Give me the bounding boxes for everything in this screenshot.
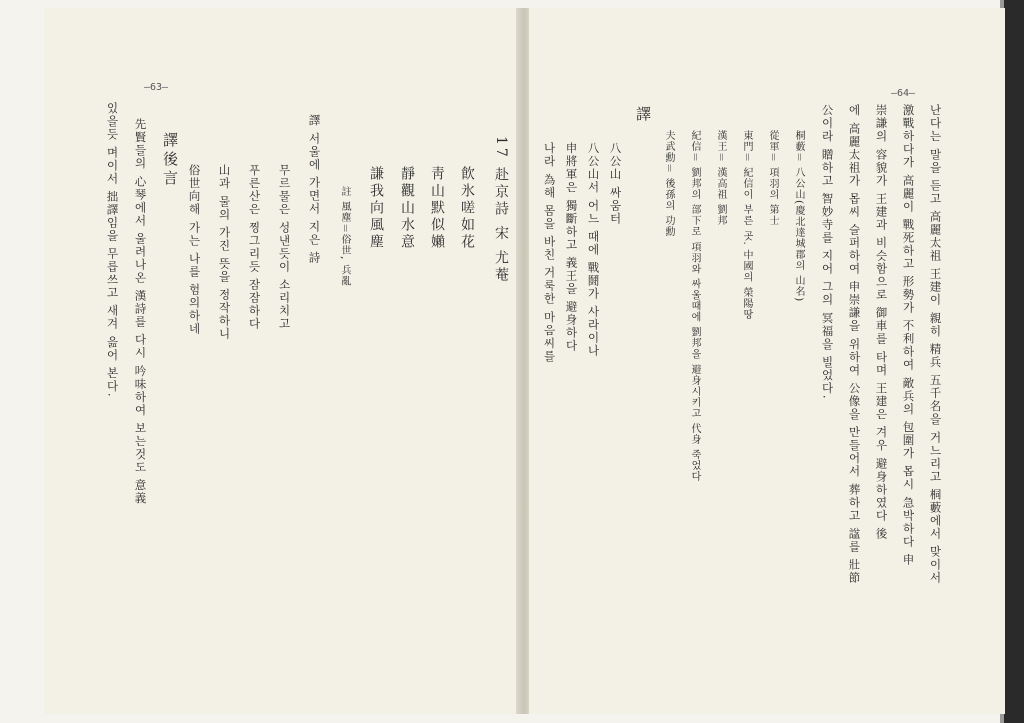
left-col-afterword-1: 先賢들의 心琴에서 울려나온 漢詩를 다시 吟味하여 보는것도 意義 [133, 118, 148, 506]
right-col-translation-4: 나라 為해 몸을 바친 거룩한 마음씨를 [542, 142, 557, 363]
right-col-1: 난다는 말을 듣고 高麗太祖 王建이 親히 精兵 五千名을 거느리고 桐藪에서 맞이서 [928, 104, 943, 585]
left-page [44, 8, 521, 714]
left-col-translation-3: 山과 물의 가진 뜻을 정작하니 [217, 164, 232, 341]
right-col-note-5: 紀信＝ 劉邦의 部下로 項羽와 싸울때에 劉邦을 避身시키고 代身 죽었다 [689, 130, 700, 483]
left-col-poem-2: 靑山默似嬾 [429, 166, 445, 251]
right-col-translation-3: 申將軍은 獨斷하고 義王을 避身하다 [564, 142, 579, 353]
right-page-number: —64— [891, 88, 916, 99]
right-col-note-6: 夫武勳＝ 後孫의 功勳 [663, 130, 674, 238]
right-col-note-3: 東門＝ 紀信이 부른 곳. 中國의 榮陽땅 [741, 130, 752, 321]
left-col-poem-1: 飮氷嗟如花 [459, 166, 475, 251]
left-col-poem-4: 謙我向風塵 [368, 166, 384, 251]
right-col-5: 公이라 贈하고 智妙寺를 지어 그의 冥福을 빌었다. [820, 104, 835, 401]
left-col-note: 註 風塵＝俗世, 兵亂 [339, 186, 350, 287]
right-col-note-4: 漢王＝ 漢高祖 劉邦 [715, 130, 726, 227]
left-col-poem-3: 靜觀山水意 [399, 166, 415, 251]
right-page [528, 8, 1005, 714]
left-col-afterword-2: 있을듯 며이서 拙譯임을 무릅쓰고 새겨 읊어 본다. [105, 102, 120, 399]
left-col-translation-title: 譯 서울에 가면서 지은 詩 [307, 114, 322, 265]
right-col-4: 에 高麗太祖가 몹씨 슬퍼하여 申崇謙을 위하여 公像을 만들어서 葬하고 諡를 壯節 [847, 104, 862, 585]
left-col-afterword-heading: 譯後言 [161, 132, 179, 189]
right-col-note-1: 桐藪＝ 八公山(慶北達城郡의 山名) [793, 130, 804, 303]
right-col-translation-2: 八公山서 어느 때에 戰鬪가 사라이나 [586, 142, 601, 358]
left-page-number: —63— [144, 82, 169, 93]
right-col-note-2: 從軍＝ 項羽의 第士 [767, 130, 778, 227]
left-col-translation-2: 푸른산은 찡그리듯 잠잠하다 [247, 164, 262, 331]
right-col-3: 崇謙의 容貌가 王建과 비슷함으로 御車를 타며 王建은 겨우 避身하였다 後 [874, 104, 889, 541]
right-col-2: 激戰하다가 高麗이 戰死하고 形勢가 不利하여 敵兵의 包圍가 몹시 急박하다 申 [901, 104, 916, 567]
right-col-translation-heading: 譯 [634, 106, 652, 125]
left-col-title: 17 赴京詩 宋 尤菴 [493, 136, 509, 285]
scan-edge-dark [1004, 0, 1024, 723]
right-col-translation-1: 八公山 싸움터 [608, 142, 623, 226]
left-col-translation-1: 무르물은 성낸듯이 소리치고 [277, 164, 292, 331]
left-col-translation-4: 俗世向해 가는 나를 험의하네 [187, 164, 202, 336]
